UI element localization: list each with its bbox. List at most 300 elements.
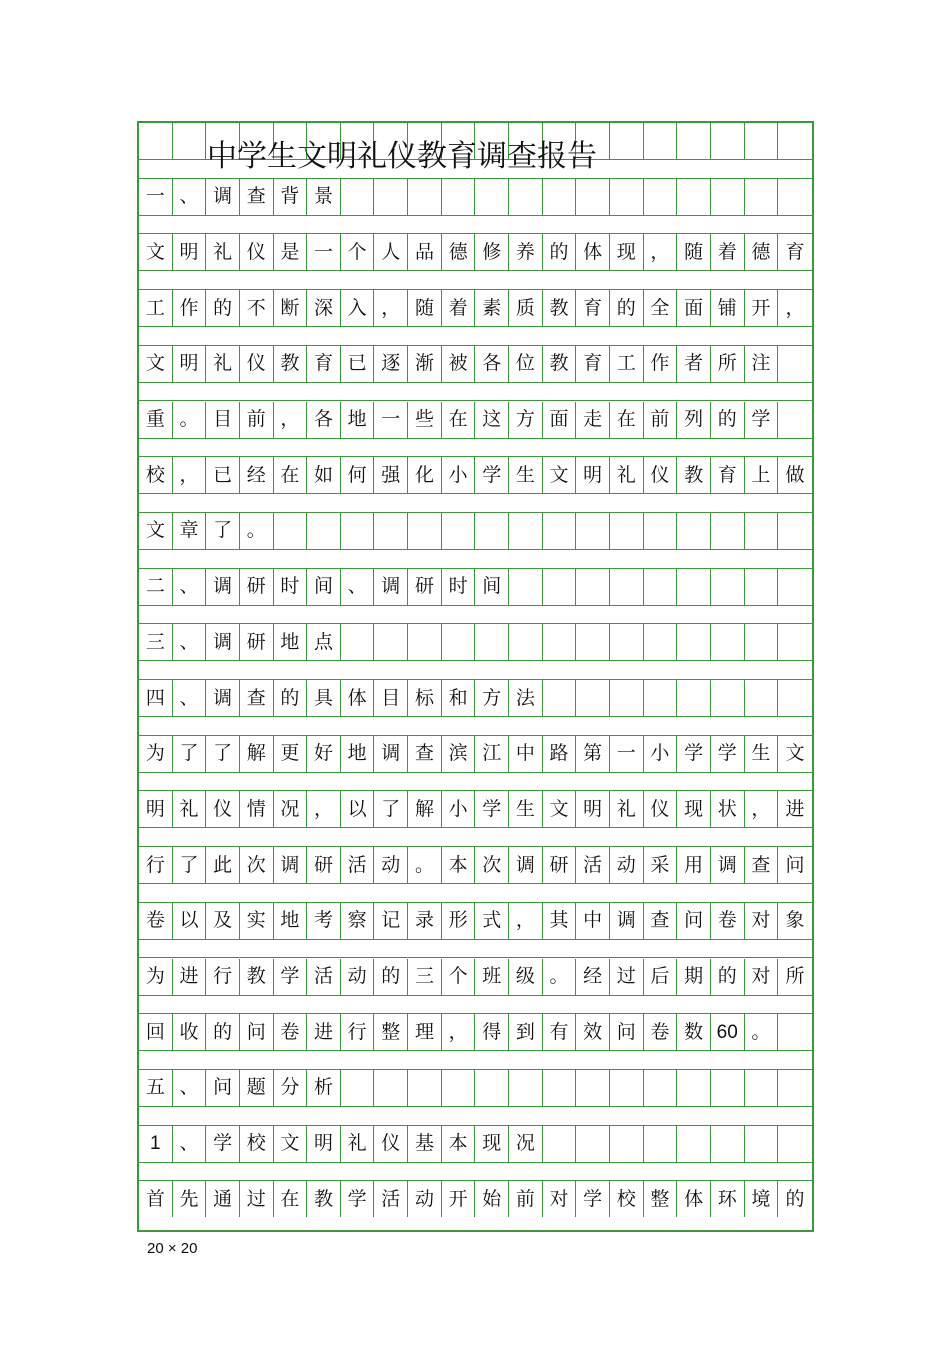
grid-cell: ， (374, 290, 408, 326)
grid-cell: 调 (274, 847, 308, 883)
grid-cell: 断 (274, 290, 308, 326)
grid-cell: 标 (408, 680, 442, 716)
grid-cell: 效 (576, 1014, 610, 1050)
grid-cell: 的 (785, 1187, 805, 1210)
grid-cell: 各 (307, 402, 341, 438)
grid-cell: 方 (475, 680, 509, 716)
grid-cell: 文 (139, 513, 173, 549)
grid-row (139, 1014, 812, 1050)
grid-cell: 小 (442, 791, 476, 827)
grid-cell: 整 (644, 1181, 678, 1217)
grid-cell (677, 1126, 711, 1162)
grid-cell: 次 (240, 847, 274, 883)
row-spacer (139, 827, 812, 847)
grid-cell: 德 (442, 234, 476, 270)
grid-cell: 好 (307, 736, 341, 772)
grid-cell: 先 (173, 1181, 207, 1217)
grid-cell: 对 (543, 1181, 577, 1217)
grid-cell: 渐 (408, 346, 442, 382)
grid-cell: 位 (509, 346, 543, 382)
grid-cell (610, 624, 644, 660)
grid-cell (610, 1126, 644, 1162)
grid-cell: 时 (442, 569, 476, 605)
grid-cell: 生 (745, 736, 779, 772)
grid-cell: 素 (475, 290, 509, 326)
grid-cell (173, 123, 207, 159)
grid-cell: 做 (785, 463, 805, 486)
grid-cell (610, 123, 644, 159)
row-spacer (139, 995, 812, 1015)
grid-cell (442, 624, 476, 660)
grid-cell: 和 (442, 680, 476, 716)
grid-cell: 已 (206, 457, 240, 493)
grid-cell: 、 (173, 569, 207, 605)
grid-cell (677, 680, 711, 716)
grid-cell (711, 123, 745, 159)
grid-cell: 以 (173, 903, 207, 939)
grid-cell (778, 680, 812, 716)
row-spacer (139, 660, 812, 680)
grid-cell: 逐 (374, 346, 408, 382)
grid-cell (341, 1070, 375, 1106)
grid-cell: 以 (341, 791, 375, 827)
grid-cell: ， (173, 457, 207, 493)
grid-cell: 校 (139, 457, 173, 493)
grid-cell (576, 569, 610, 605)
grid-cell: 方 (509, 402, 543, 438)
row-spacer (139, 438, 812, 458)
grid-cell: 调 (509, 847, 543, 883)
row-spacer (139, 772, 812, 792)
grid-cell: 四 (139, 680, 173, 716)
grid-cell: 环 (711, 1181, 745, 1217)
row-spacer (139, 1106, 812, 1126)
grid-cell (711, 1126, 745, 1162)
grid-cell: 研 (307, 847, 341, 883)
grid-cell: 后 (644, 959, 678, 995)
grid-cell: 全 (644, 290, 678, 326)
grid-cell: ， (442, 1014, 476, 1050)
grid-cell: 了 (173, 847, 207, 883)
grid-cell: 教 (240, 959, 274, 995)
grid-cell (610, 513, 644, 549)
grid-cell: 查 (240, 680, 274, 716)
grid-cell (543, 179, 577, 215)
grid-cell: 动 (408, 1181, 442, 1217)
grid-cell: 这 (475, 402, 509, 438)
grid-cell: 为 (139, 959, 173, 995)
grid-cell (711, 513, 745, 549)
grid-cell: 、 (173, 1070, 207, 1106)
grid-cell: 在 (442, 402, 476, 438)
grid-cell (745, 179, 779, 215)
grid-row (139, 624, 812, 660)
grid-cell: 明 (307, 1126, 341, 1162)
grid-cell (644, 1070, 678, 1106)
grid-cell: 了 (206, 736, 240, 772)
grid-cell (408, 1070, 442, 1106)
grid-cell: 礼 (341, 1126, 375, 1162)
grid-cell (745, 624, 779, 660)
grid-cell: 、 (173, 624, 207, 660)
grid-cell: 仪 (240, 346, 274, 382)
grid-cell (408, 624, 442, 660)
grid-cell: 入 (341, 290, 375, 326)
grid-cell: 着 (442, 290, 476, 326)
grid-cell: 不 (240, 290, 274, 326)
grid-cell: 状 (711, 791, 745, 827)
grid-cell: 个 (341, 234, 375, 270)
grid-row (139, 1070, 812, 1106)
grid-cell: 卷 (139, 903, 173, 939)
grid-cell (644, 179, 678, 215)
grid-cell: 情 (240, 791, 274, 827)
grid-cell: 调 (206, 179, 240, 215)
grid-cell (610, 179, 644, 215)
grid-cell: 现 (475, 1126, 509, 1162)
grid-cell: 调 (610, 903, 644, 939)
grid-cell (644, 680, 678, 716)
grid-cell: 重 (139, 402, 173, 438)
grid-cell: 面 (543, 402, 577, 438)
grid-cell: 仪 (644, 457, 678, 493)
grid-cell: 题 (240, 1070, 274, 1106)
grid-cell: 滨 (442, 736, 476, 772)
grid-cell: 仪 (240, 234, 274, 270)
grid-cell (475, 624, 509, 660)
grid-cell: 查 (408, 736, 442, 772)
grid-cell: 境 (745, 1181, 779, 1217)
grid-cell (677, 569, 711, 605)
manuscript-grid-paper (137, 121, 814, 1232)
grid-cell: 进 (307, 1014, 341, 1050)
grid-cell (644, 123, 678, 159)
grid-size-label: 20 × 20 (147, 1240, 198, 1257)
grid-cell: 整 (374, 1014, 408, 1050)
grid-cell: 基 (408, 1126, 442, 1162)
grid-cell: 品 (408, 234, 442, 270)
grid-cell: 研 (240, 624, 274, 660)
grid-cell: 第 (576, 736, 610, 772)
grid-row (139, 513, 812, 549)
grid-cell: 三 (139, 624, 173, 660)
grid-cell: 前 (509, 1181, 543, 1217)
grid-cell (778, 513, 812, 549)
grid-cell: 育 (711, 457, 745, 493)
grid-cell: 研 (408, 569, 442, 605)
row-spacer (139, 939, 812, 959)
row-spacer (139, 215, 812, 235)
grid-row (139, 569, 812, 605)
grid-cell: 析 (307, 1070, 341, 1106)
grid-cell: 随 (677, 234, 711, 270)
grid-cell: 问 (206, 1070, 240, 1106)
grid-cell: 的 (711, 402, 745, 438)
grid-cell: 动 (374, 847, 408, 883)
grid-cell (778, 179, 812, 215)
grid-cell: 工 (610, 346, 644, 382)
grid-cell: 体 (341, 680, 375, 716)
grid-cell: 面 (677, 290, 711, 326)
grid-cell: 研 (240, 569, 274, 605)
grid-cell: 次 (475, 847, 509, 883)
grid-cell: 二 (139, 569, 173, 605)
grid-cell (778, 402, 812, 438)
grid-cell: 点 (307, 624, 341, 660)
grid-cell: 的 (206, 1014, 240, 1050)
grid-cell: 班 (475, 959, 509, 995)
grid-cell: 、 (173, 680, 207, 716)
grid-cell: 地 (274, 903, 308, 939)
grid-cell: 文 (139, 346, 173, 382)
grid-cell: 进 (785, 797, 805, 820)
grid-cell: 五 (139, 1070, 173, 1106)
grid-cell (341, 513, 375, 549)
grid-row (139, 1181, 812, 1217)
grid-cell: 明 (173, 346, 207, 382)
grid-cell: 的 (274, 680, 308, 716)
grid-cell: 仪 (374, 1126, 408, 1162)
grid-cell: 是 (274, 234, 308, 270)
grid-cell: 调 (374, 569, 408, 605)
grid-cell: 学 (711, 736, 745, 772)
grid-cell: 本 (442, 847, 476, 883)
grid-cell: 教 (543, 290, 577, 326)
grid-cell (442, 179, 476, 215)
grid-cell (509, 569, 543, 605)
grid-cell: 活 (307, 959, 341, 995)
grid-cell: 工 (139, 290, 173, 326)
grid-cell (745, 680, 779, 716)
grid-cell: 一 (307, 234, 341, 270)
grid-cell: 些 (408, 402, 442, 438)
grid-cell: 三 (408, 959, 442, 995)
grid-cell: 德 (745, 234, 779, 270)
grid-cell (543, 513, 577, 549)
grid-cell: 收 (173, 1014, 207, 1050)
grid-cell (778, 624, 812, 660)
page-title: 中学生文明礼仪教育调查报告 (207, 139, 597, 174)
grid-cell: 问 (785, 853, 805, 876)
grid-cell (307, 513, 341, 549)
grid-cell: ， (644, 234, 678, 270)
grid-cell: 目 (206, 402, 240, 438)
grid-cell: 更 (274, 736, 308, 772)
grid-cell (745, 513, 779, 549)
row-spacer (139, 382, 812, 402)
grid-cell: 文 (139, 234, 173, 270)
grid-cell: 卷 (644, 1014, 678, 1050)
grid-cell (610, 680, 644, 716)
row-spacer (139, 549, 812, 569)
grid-cell (610, 1070, 644, 1106)
grid-cell: 各 (475, 346, 509, 382)
grid-cell (576, 1126, 610, 1162)
grid-cell: 开 (442, 1181, 476, 1217)
grid-row (139, 959, 812, 995)
grid-cell: 过 (610, 959, 644, 995)
grid-cell (778, 1014, 812, 1050)
grid-cell (711, 1070, 745, 1106)
grid-cell: 江 (475, 736, 509, 772)
grid-cell (442, 1070, 476, 1106)
grid-row (139, 903, 812, 939)
grid-cell: 用 (677, 847, 711, 883)
grid-cell (711, 569, 745, 605)
grid-cell: 、 (173, 179, 207, 215)
grid-cell: 一 (139, 179, 173, 215)
grid-cell: 开 (745, 290, 779, 326)
grid-cell: 象 (785, 909, 805, 932)
grid-cell: 形 (442, 903, 476, 939)
grid-cell: 个 (442, 959, 476, 995)
grid-cell: 调 (206, 680, 240, 716)
grid-cell: 法 (509, 680, 543, 716)
grid-row (139, 736, 812, 772)
grid-cell: 及 (206, 903, 240, 939)
grid-cell: 一 (610, 736, 644, 772)
row-spacer (139, 1050, 812, 1070)
grid-cell: 一 (374, 402, 408, 438)
grid-cell: 调 (711, 847, 745, 883)
grid-cell (543, 624, 577, 660)
grid-cell: 教 (307, 1181, 341, 1217)
grid-cell: 礼 (206, 346, 240, 382)
grid-cell: 录 (408, 903, 442, 939)
grid-cell (509, 513, 543, 549)
grid-cell: 着 (711, 234, 745, 270)
grid-cell (408, 179, 442, 215)
grid-cell: 活 (374, 1181, 408, 1217)
grid-cell: 在 (274, 1181, 308, 1217)
grid-cell: 问 (677, 903, 711, 939)
grid-cell (745, 1126, 779, 1162)
row-spacer (139, 326, 812, 346)
grid-row (139, 179, 812, 215)
grid-row (139, 680, 812, 716)
grid-cell: 明 (576, 457, 610, 493)
grid-cell (745, 569, 779, 605)
grid-cell (543, 1126, 577, 1162)
grid-cell: 如 (307, 457, 341, 493)
grid-cell (374, 1070, 408, 1106)
grid-cell: 教 (543, 346, 577, 382)
grid-cell: 调 (206, 624, 240, 660)
grid-cell: 何 (341, 457, 375, 493)
grid-cell: 对 (745, 903, 779, 939)
grid-cell: 作 (173, 290, 207, 326)
grid-cell: 文 (543, 791, 577, 827)
grid-cell: 进 (173, 959, 207, 995)
grid-cell: 文 (785, 742, 805, 765)
grid-cell (509, 1070, 543, 1106)
grid-cell (778, 1126, 812, 1162)
grid-cell (745, 123, 779, 159)
grid-cell: 过 (240, 1181, 274, 1217)
grid-cell: 此 (206, 847, 240, 883)
grid-cell (543, 680, 577, 716)
grid-cell: 所 (785, 965, 805, 987)
grid-cell: 活 (576, 847, 610, 883)
grid-cell: ， (307, 791, 341, 827)
grid-cell (778, 123, 812, 159)
grid-cell (677, 179, 711, 215)
grid-cell: 的 (374, 959, 408, 995)
grid-cell: 。 (240, 513, 274, 549)
grid-cell: 动 (610, 847, 644, 883)
grid-cell: 、 (341, 569, 375, 605)
grid-cell: 首 (139, 1181, 173, 1217)
grid-cell: 解 (240, 736, 274, 772)
grid-row (139, 346, 812, 382)
grid-cell: 了 (173, 736, 207, 772)
grid-cell: ， (509, 903, 543, 939)
grid-cell (139, 123, 173, 159)
grid-cell (711, 680, 745, 716)
grid-cell: 了 (374, 791, 408, 827)
grid-cell: 行 (341, 1014, 375, 1050)
grid-cell: 景 (307, 179, 341, 215)
grid-cell (576, 680, 610, 716)
grid-cell: 。 (408, 847, 442, 883)
grid-cell: 小 (442, 457, 476, 493)
row-spacer (139, 1162, 812, 1182)
grid-cell: 学 (745, 402, 779, 438)
grid-cell (475, 513, 509, 549)
grid-cell (475, 1070, 509, 1106)
grid-cell: 所 (711, 346, 745, 382)
grid-cell: 实 (240, 903, 274, 939)
grid-cell: ， (745, 791, 779, 827)
grid-cell: 前 (240, 402, 274, 438)
grid-cell: 中 (509, 736, 543, 772)
grid-cell: 的 (711, 959, 745, 995)
grid-cell: 对 (745, 959, 779, 995)
grid-cell: 数 (677, 1014, 711, 1050)
grid-row (139, 847, 812, 883)
grid-cell: 体 (576, 234, 610, 270)
grid-cell: 。 (173, 402, 207, 438)
grid-cell: 走 (576, 402, 610, 438)
grid-cell: 本 (442, 1126, 476, 1162)
grid-row (139, 290, 812, 326)
grid-cell: 文 (543, 457, 577, 493)
grid-cell: 察 (341, 903, 375, 939)
grid-cell (509, 624, 543, 660)
grid-cell: 仪 (206, 791, 240, 827)
grid-cell: 解 (408, 791, 442, 827)
grid-cell: 章 (173, 513, 207, 549)
row-spacer (139, 605, 812, 625)
grid-cell: 校 (240, 1126, 274, 1162)
grid-cell: 现 (677, 791, 711, 827)
grid-cell (374, 179, 408, 215)
grid-cell: 1 (139, 1126, 173, 1162)
grid-cell: 路 (543, 736, 577, 772)
grid-cell: 、 (173, 1126, 207, 1162)
grid-cell: ， (785, 296, 805, 319)
grid-cell: 体 (677, 1181, 711, 1217)
grid-cell (677, 513, 711, 549)
grid-cell: 研 (543, 847, 577, 883)
grid-cell (778, 346, 812, 382)
grid-cell: 查 (745, 847, 779, 883)
grid-cell: 学 (475, 457, 509, 493)
grid-cell: 采 (644, 847, 678, 883)
grid-cell: 的 (610, 290, 644, 326)
grid-cell: 现 (610, 234, 644, 270)
grid-cell: 在 (610, 402, 644, 438)
